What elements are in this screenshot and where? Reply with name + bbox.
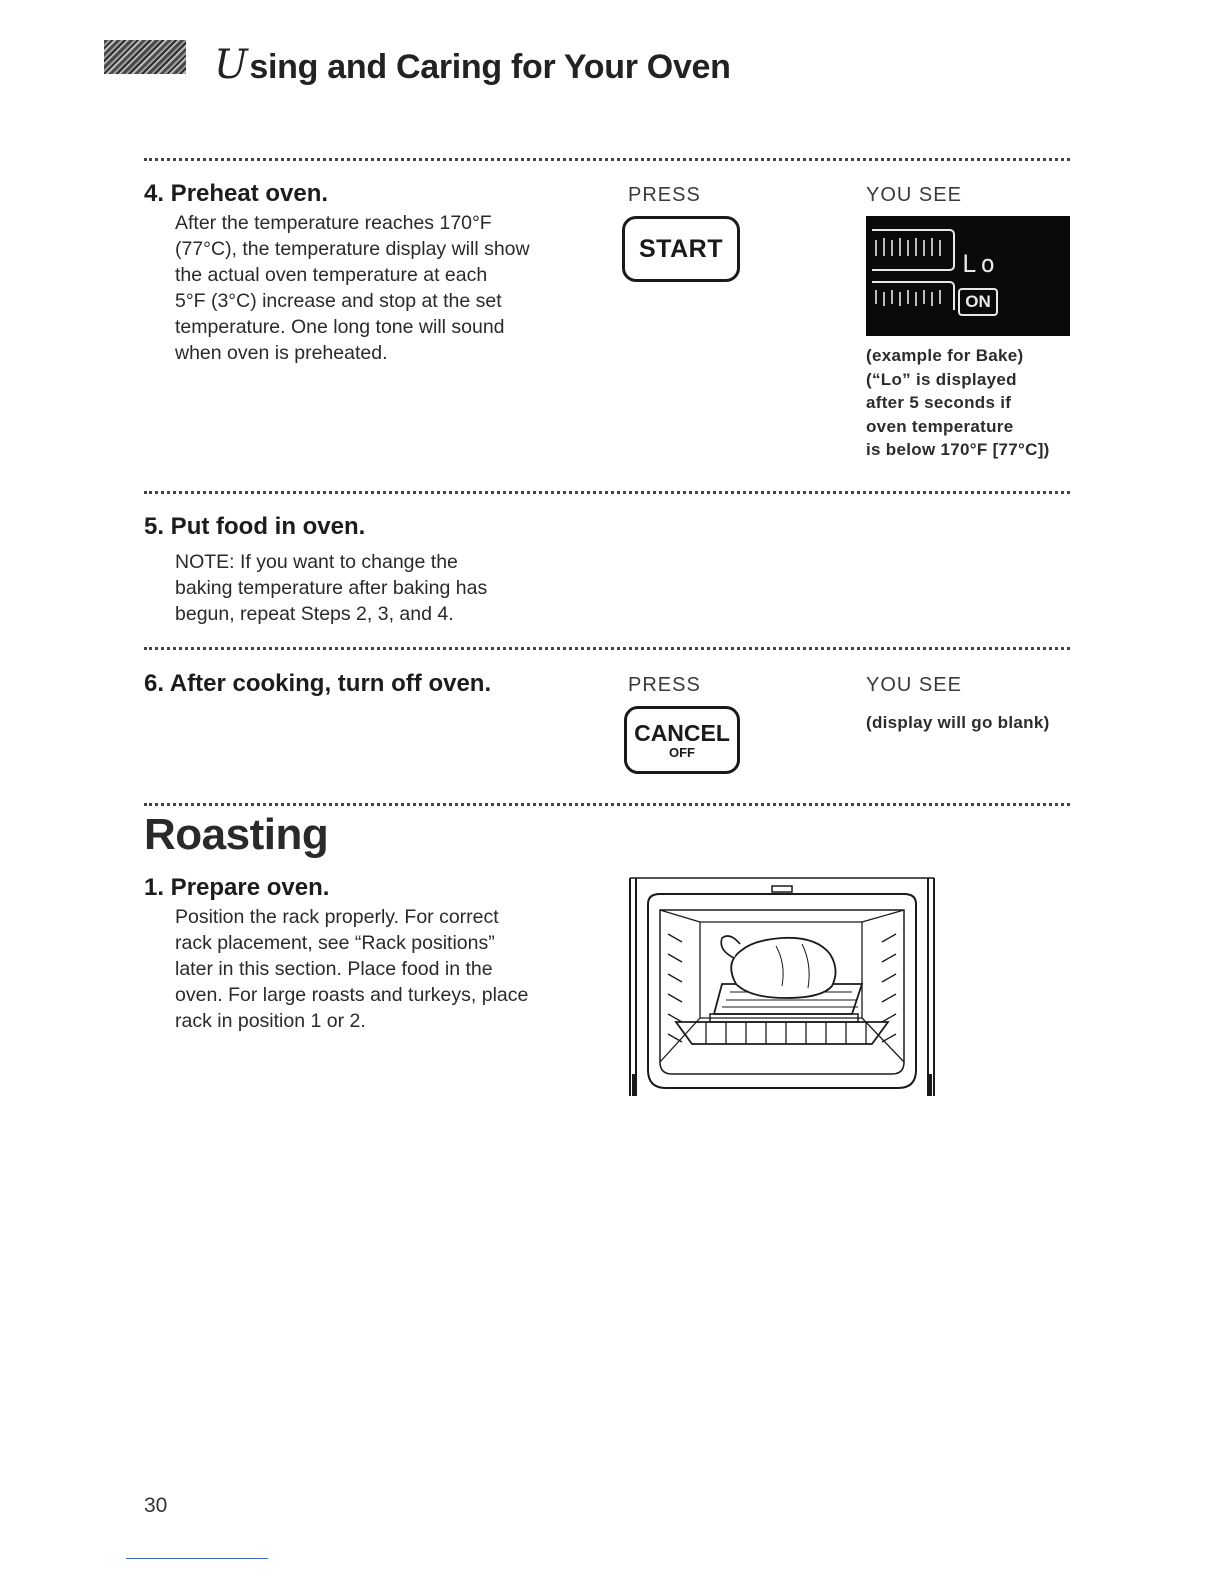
display-lo-text: Lo (962, 250, 999, 278)
cancel-off-button[interactable] (624, 706, 740, 774)
roasting-step-1-heading: 1. Prepare oven. (144, 874, 330, 901)
step-6-press-label: PRESS (628, 674, 701, 696)
cancel-button-sublabel: OFF (669, 744, 695, 760)
section-divider (144, 158, 1070, 161)
oven-turkey-illustration (626, 874, 938, 1100)
roasting-section-title: Roasting (144, 810, 329, 859)
page-title-text: sing and Caring for Your Oven (249, 48, 731, 86)
page-title-initial: U (214, 42, 248, 88)
start-button-label: START (639, 234, 723, 263)
page-title (214, 42, 731, 88)
roasting-step-1-body: Position the rack properly. For correct rack placement, see “Rack positions” later in this section. Place food in the oven. For large roasts and turkeys, place rack in position 1 or 2. (175, 906, 529, 1032)
step-6-heading: 6. After cooking, turn off oven. (144, 670, 492, 697)
header-decoration (104, 40, 186, 74)
section-divider (144, 491, 1070, 494)
footer-line (126, 1558, 268, 1559)
step-6-caption: (display will go blank) (866, 713, 1050, 732)
step-4-caption: (example for Bake) (“Lo” is displayed after 5 seconds if oven temperature is below 170°F [77°C]) (866, 346, 1050, 459)
step-4-body: After the temperature reaches 170°F (77°C), the temperature display will show the actual oven temperature at each 5°F (3°C) increase and stop at the set temperature. One long tone will sound when oven is preheated. (175, 212, 530, 364)
start-button[interactable] (622, 216, 740, 282)
step-5-body: NOTE: If you want to change the baking temperature after baking has begun, repeat Steps 2, 3, and 4. (175, 551, 488, 625)
cancel-button-label: CANCEL (634, 719, 730, 746)
step-4-heading: 4. Preheat oven. (144, 180, 329, 207)
step-4-press-label: PRESS (628, 184, 701, 206)
step-4-you-see-label: YOU SEE (866, 184, 962, 206)
step-6-you-see-label: YOU SEE (866, 674, 962, 696)
section-divider (144, 647, 1070, 650)
section-divider (144, 803, 1070, 806)
step-5-heading: 5. Put food in oven. (144, 513, 366, 540)
page-number: 30 (144, 1494, 168, 1517)
display-on-indicator: ON (958, 288, 998, 316)
oven-display (866, 216, 1070, 336)
